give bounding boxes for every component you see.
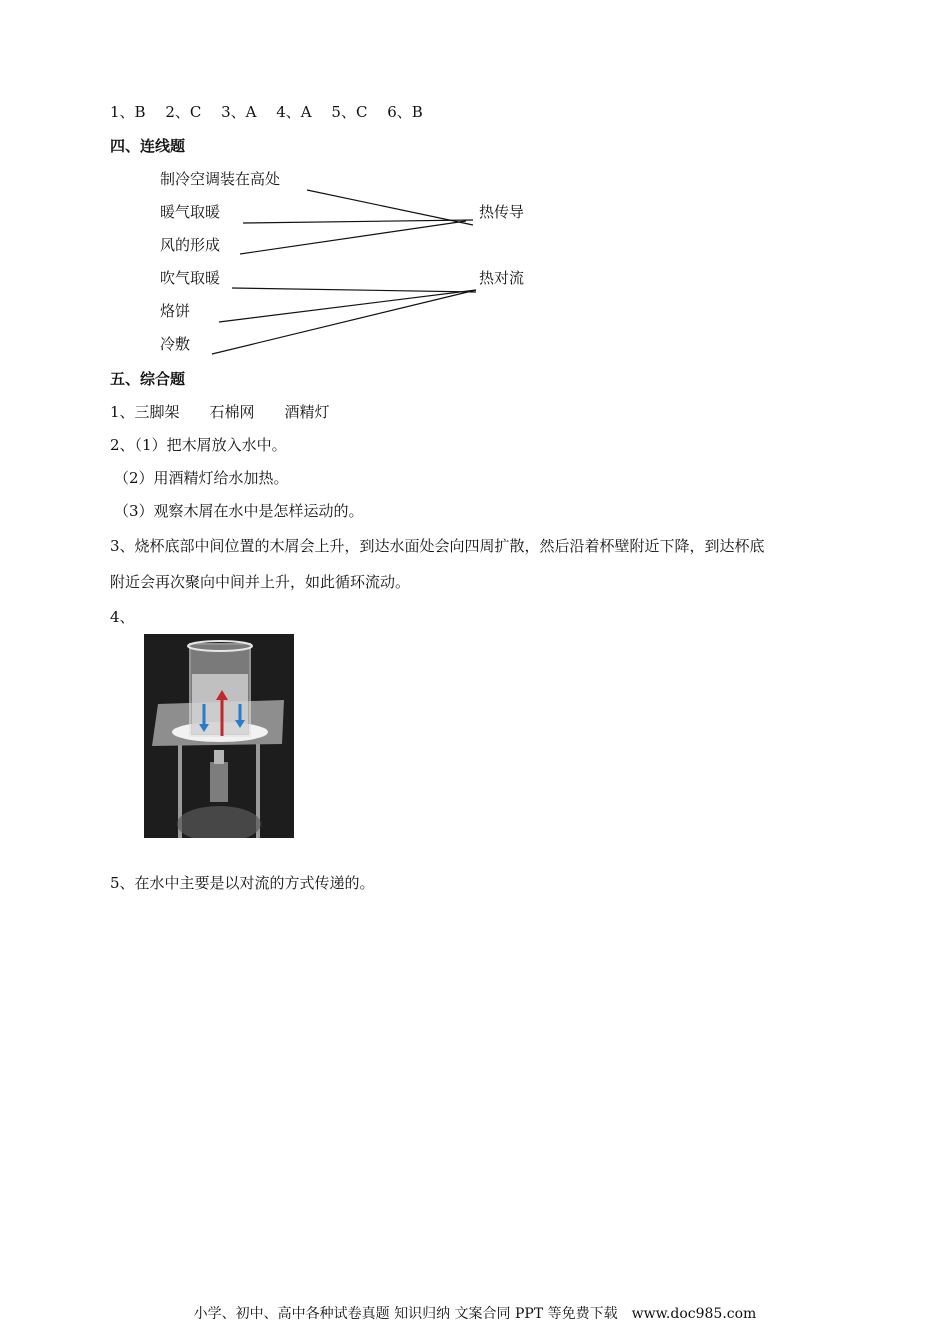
answer-list: 1、B 2、C 3、A 4、A 5、C 6、B <box>110 103 423 121</box>
match-left-item: 烙饼 <box>160 302 191 320</box>
q2-step-3: （3）观察木屑在水中是怎样运动的。 <box>114 502 364 520</box>
footer-text: 小学、初中、高中各种试卷真题 知识归纳 文案合同 PPT 等免费下载 www.doc985.com <box>193 1306 757 1322</box>
match-line <box>212 290 476 354</box>
match-left-item: 制冷空调装在高处 <box>160 170 281 188</box>
match-right-item: 热传导 <box>479 203 525 221</box>
q5-answer: 5、在水中主要是以对流的方式传递的。 <box>110 874 375 892</box>
q2-step-2: （2）用酒精灯给水加热。 <box>114 469 289 487</box>
match-left-item: 吹气取暖 <box>160 269 221 287</box>
match-line <box>243 220 473 223</box>
section-4-title: 四、连线题 <box>110 137 186 155</box>
match-left-item: 冷敷 <box>160 335 191 353</box>
match-right-item: 热对流 <box>479 269 525 287</box>
q2-step-1: 2、（1）把木屑放入水中。 <box>110 436 287 454</box>
q1-answer: 1、三脚架 石棉网 酒精灯 <box>110 403 330 421</box>
match-line <box>219 290 476 322</box>
q4-label: 4、 <box>110 608 135 626</box>
match-line <box>240 221 466 254</box>
section-5-title: 五、综合题 <box>110 370 186 388</box>
match-left-item: 风的形成 <box>160 236 221 254</box>
q3-answer-line-1: 3、烧杯底部中间位置的木屑会上升，到达水面处会向四周扩散，然后沿着杯壁附近下降，到达杯底 <box>110 537 765 555</box>
convection-experiment-photo <box>144 634 294 838</box>
match-line <box>232 288 476 292</box>
match-left-item: 暖气取暖 <box>160 203 221 221</box>
matching-lines <box>0 0 950 400</box>
q3-answer-line-2: 附近会再次聚向中间并上升，如此循环流动。 <box>110 573 411 591</box>
